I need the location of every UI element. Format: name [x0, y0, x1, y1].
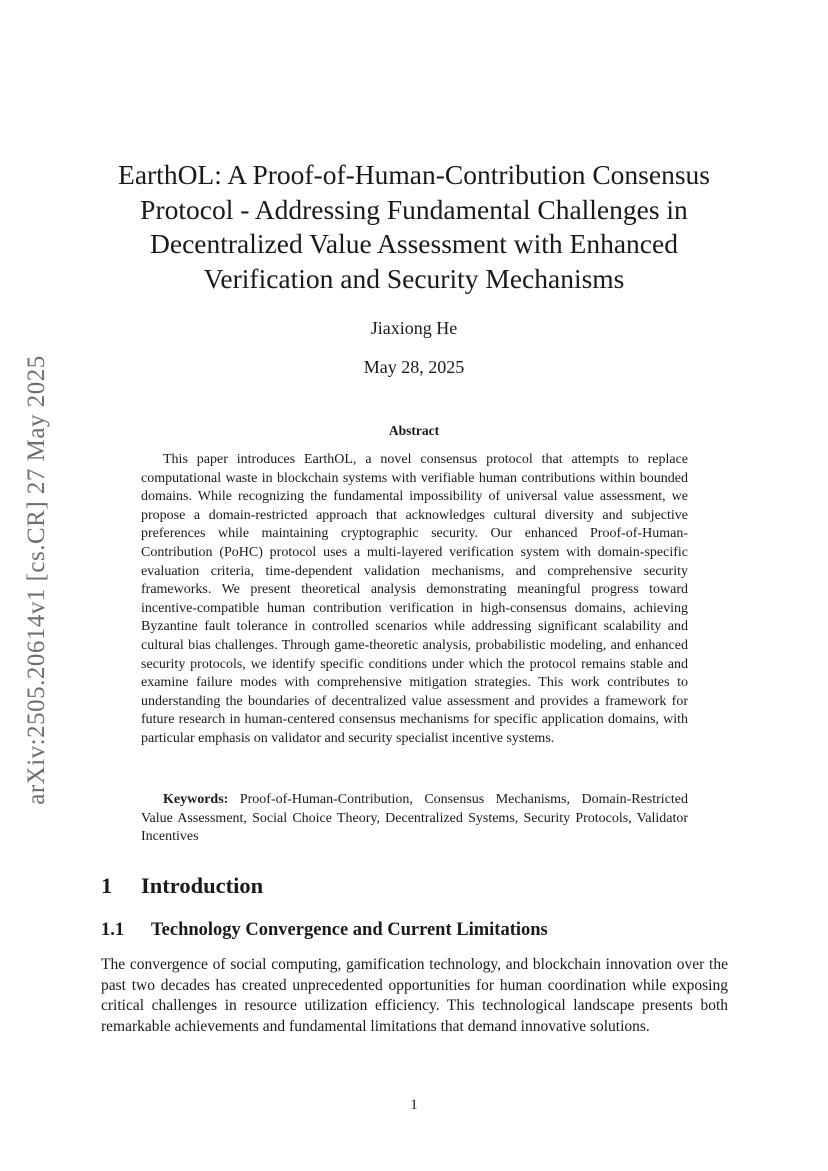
subsection-number: 1.1 [101, 920, 125, 940]
section-heading [101, 873, 263, 899]
intro-paragraph: The convergence of social computing, gamification technology, and blockchain innovation over the past two decades has created unprecedented opportunities for human coordination while exposing critical challenges in resource utilization efficiency. This technological landscape presents both remarkable achievements and fundamental limitations that demand innovative solutions. [101, 956, 728, 1035]
arxiv-identifier-stamp [12, 330, 62, 830]
page-number: 1 [410, 1097, 418, 1113]
section-title: Introduction [141, 873, 264, 898]
arxiv-identifier-text: arXiv:2505.20614v1 [cs.CR] 27 May 2025 [23, 355, 50, 805]
abstract-heading: Abstract [388, 423, 440, 438]
author-name: Jiaxiong He [370, 318, 458, 338]
paper-title: EarthOL: A Proof-of-Human-Contribution Consensus Protocol - Addressing Fundamental Challenges in Decentralized Value Assessment with Enhanced Verification and Security Mechanisms [118, 159, 710, 294]
keywords-list: Proof-of-Human-Contribution, Consensus Mechanisms, Domain-Restricted Value Assessment, Social Choice Theory, Decentralized Systems, Security Protocols, Validator Incentives [141, 792, 689, 845]
subsection-heading [101, 920, 548, 941]
abstract-body: This paper introduces EarthOL, a novel consensus protocol that attempts to replace computational waste in blockchain systems with verifiable human contributions within bounded domains. While recognizing the fundamental impossibility of universal value assessment, we propose a domain-restricted approach that acknowledges cultural diversity and subjective preferences while maintaining cryptographic security. Our enhanced Proof-of-Human-Contribution (PoHC) protocol uses a multi-layered verification system with domain-specific evaluation criteria, time-dependent validation mechanisms, and comprehensive security frameworks. We present theoretical analysis demonstrating meaningful progress toward incentive-compatible human contribution verification in high-consensus domains, achieving Byzantine fault tolerance in controlled scenarios while addressing significant scalability and cultural bias challenges. Through game-theoretic analysis, probabilistic modeling, and enhanced security protocols, we identify specific conditions under which the protocol remains stable and examine failure modes with comprehensive mitigation strategies. This work contributes to understanding the boundaries of decentralized value assessment and provides a framework for future research in human-centered consensus mechanisms for specific application domains, with particular emphasis on validator and security specialist incentive systems. [141, 452, 688, 746]
keywords-label: Keywords: [163, 792, 229, 807]
paper-date: May 28, 2025 [363, 357, 465, 377]
section-number: 1 [101, 873, 113, 898]
keywords-paragraph [141, 791, 688, 847]
subsection-title: Technology Convergence and Current Limitations [151, 920, 548, 940]
